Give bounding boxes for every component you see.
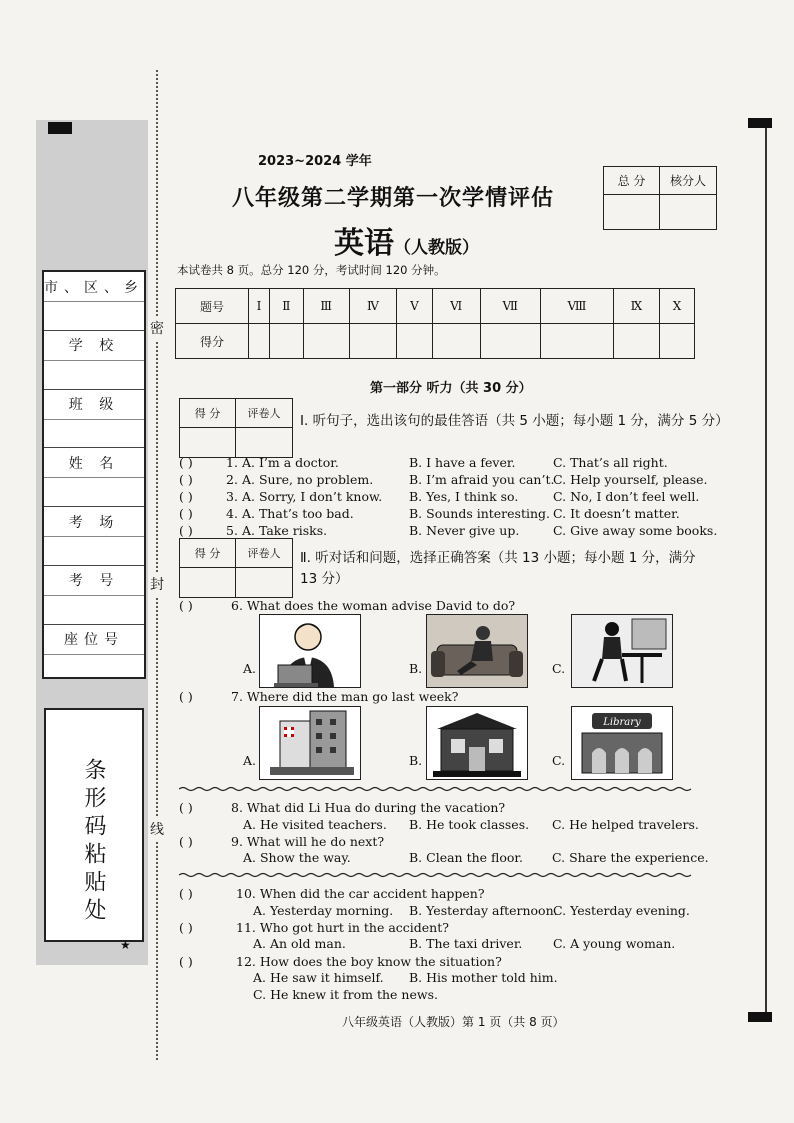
exam-title: 八年级第二学期第一次学情评估	[232, 185, 555, 211]
part-title: 第一部分 听力（共 30 分）	[370, 381, 532, 396]
grader-cell[interactable]	[236, 428, 292, 457]
grader-label: 评卷人	[236, 399, 292, 428]
option-c[interactable]: C. No, I don’t feel well.	[553, 489, 700, 504]
info-row-class	[44, 390, 144, 449]
answer-blank[interactable]: ( )	[179, 689, 193, 704]
question-number: 4.	[226, 506, 238, 521]
question-text: 10. When did the car accident happen?	[236, 886, 485, 901]
section-score-box	[179, 538, 293, 598]
wave-divider	[179, 872, 694, 878]
student-info-box	[42, 270, 146, 679]
section-score-box	[179, 398, 293, 458]
total-score-box	[603, 166, 717, 230]
option-label: B.	[409, 661, 423, 676]
column-header: Ⅷ	[540, 289, 613, 324]
score-cell[interactable]	[432, 324, 480, 359]
column-header: Ⅹ	[659, 289, 694, 324]
question-text: 11. Who got hurt in the accident?	[236, 920, 449, 935]
score-cell[interactable]	[349, 324, 397, 359]
option-label: B.	[409, 753, 423, 768]
question-text: 9. What will he do next?	[231, 834, 385, 849]
info-row-exam-number	[44, 566, 144, 625]
question-number: 1.	[226, 455, 238, 470]
school-year: 2023~2024 学年	[258, 154, 372, 169]
section-title-cont: 13 分）	[300, 571, 349, 587]
library-sign-text: Library	[603, 717, 641, 728]
seal-char: 封	[150, 572, 164, 596]
option-a[interactable]: A. Show the way.	[243, 850, 351, 865]
option-b[interactable]: B. I have a fever.	[409, 455, 516, 470]
option-c[interactable]: C. Give away some books.	[553, 523, 718, 538]
question-text: 6. What does the woman advise David to do?	[231, 598, 516, 613]
answer-blank[interactable]: ( )	[179, 920, 193, 935]
question-number: 3.	[226, 489, 238, 504]
answer-blank[interactable]: ( )	[179, 489, 193, 504]
station-picture	[426, 706, 528, 780]
option-b[interactable]: B. Never give up.	[409, 523, 520, 538]
subject-name: 英语	[334, 226, 394, 261]
column-header: Ⅶ	[480, 289, 540, 324]
score-cell[interactable]	[613, 324, 659, 359]
option-c[interactable]: C. It doesn’t matter.	[553, 506, 680, 521]
score-cell[interactable]	[180, 568, 236, 597]
option-a[interactable]: A. Yesterday morning.	[253, 903, 394, 918]
hospital-picture	[259, 706, 361, 780]
score-cell[interactable]	[659, 324, 694, 359]
answer-blank[interactable]: ( )	[179, 455, 193, 470]
answer-blank[interactable]: ( )	[179, 523, 193, 538]
option-b[interactable]: B. I’m afraid you can’t.	[409, 472, 555, 487]
option-label: A.	[243, 753, 257, 768]
cafe-picture	[571, 614, 673, 688]
option-c[interactable]: C. Yesterday evening.	[553, 903, 690, 918]
option-a[interactable]: A. He saw it himself.	[253, 970, 384, 985]
option-b[interactable]: B. Yesterday afternoon.	[409, 903, 558, 918]
column-header: Ⅰ	[249, 289, 270, 324]
answer-blank[interactable]: ( )	[179, 834, 193, 849]
wave-divider	[179, 786, 694, 792]
option-a[interactable]: A. Take risks.	[242, 523, 328, 538]
grader-label: 评卷人	[236, 539, 292, 568]
option-c[interactable]: C. A young woman.	[553, 936, 676, 951]
option-label: A.	[243, 661, 257, 676]
page-marker	[748, 118, 772, 128]
section-title: Ⅰ. 听句子，选出该句的最佳答语（共 5 小题；每小题 1 分，满分 5 分）	[300, 413, 729, 429]
score-cell[interactable]	[540, 324, 613, 359]
field-label: 学 校	[44, 331, 144, 361]
score-cell[interactable]	[249, 324, 270, 359]
barcode-area	[44, 708, 144, 942]
option-b[interactable]: B. The taxi driver.	[409, 936, 523, 951]
column-header: Ⅳ	[349, 289, 397, 324]
option-c[interactable]: C. That’s all right.	[553, 455, 668, 470]
info-row-seat	[44, 625, 144, 683]
seal-line	[156, 70, 158, 1060]
star-icon: ★	[120, 938, 131, 952]
section-title: Ⅱ. 听对话和问题，选择正确答案（共 13 小题；每小题 1 分，满分	[300, 550, 696, 566]
answer-blank[interactable]: ( )	[179, 954, 193, 969]
option-c[interactable]: C. Share the experience.	[552, 850, 709, 865]
question-number: 2.	[226, 472, 238, 487]
page-marker	[748, 1012, 772, 1022]
total-score-cell[interactable]	[604, 195, 660, 229]
grader-cell[interactable]	[236, 568, 292, 597]
option-a[interactable]: A. He visited teachers.	[243, 817, 387, 832]
score-label: 得 分	[180, 539, 236, 568]
binding-marker	[48, 122, 72, 134]
option-c[interactable]: C. He knew it from the news.	[253, 987, 438, 1002]
score-label: 得 分	[180, 399, 236, 428]
field-label: 考 号	[44, 566, 144, 596]
option-b[interactable]: B. His mother told him.	[409, 970, 558, 985]
option-b[interactable]: B. Clean the floor.	[409, 850, 523, 865]
answer-blank[interactable]: ( )	[179, 472, 193, 487]
option-c[interactable]: C. Help yourself, please.	[553, 472, 708, 487]
column-header: Ⅴ	[397, 289, 432, 324]
column-header: Ⅵ	[432, 289, 480, 324]
option-label: C.	[552, 661, 566, 676]
option-a[interactable]: A. Sure, no problem.	[242, 472, 374, 487]
column-header: Ⅲ	[303, 289, 349, 324]
option-b[interactable]: B. He took classes.	[409, 817, 530, 832]
column-header: Ⅱ	[270, 289, 304, 324]
question-text: 12. How does the boy know the situation?	[236, 954, 502, 969]
score-cell[interactable]	[180, 428, 236, 457]
row-label: 题号	[176, 289, 249, 324]
score-cell[interactable]	[303, 324, 349, 359]
option-b[interactable]: B. Sounds interesting.	[409, 506, 551, 521]
exam-intro: 本试卷共 8 页。总分 120 分，考试时间 120 分钟。	[177, 263, 446, 277]
option-a[interactable]: A. That’s too bad.	[242, 506, 354, 521]
answer-blank[interactable]: ( )	[179, 598, 193, 613]
score-cell[interactable]	[480, 324, 540, 359]
answer-blank[interactable]: ( )	[179, 886, 193, 901]
option-a[interactable]: A. An old man.	[253, 936, 346, 951]
info-row-exam-room	[44, 507, 144, 566]
field-label: 班 级	[44, 390, 144, 420]
question-text: 8. What did Li Hua do during the vacation?	[231, 800, 506, 815]
grade-table	[175, 288, 695, 359]
answer-blank[interactable]: ( )	[179, 506, 193, 521]
field-label: 座位号	[44, 625, 144, 655]
field-label: 市、区、乡	[44, 272, 144, 302]
field-label: 姓 名	[44, 448, 144, 478]
option-b[interactable]: B. Yes, I think so.	[409, 489, 519, 504]
seal-char: 线	[150, 817, 164, 841]
column-header: Ⅸ	[613, 289, 659, 324]
total-score-label: 总 分	[604, 167, 660, 195]
edition: （人教版）	[394, 238, 479, 258]
laptop-man-picture	[259, 614, 361, 688]
info-row-school	[44, 331, 144, 390]
checker-cell[interactable]	[660, 195, 716, 229]
info-row-district	[44, 272, 144, 331]
seal-char: 密	[150, 316, 164, 340]
question-number: 5.	[226, 523, 238, 538]
score-cell[interactable]	[397, 324, 432, 359]
answer-blank[interactable]: ( )	[179, 800, 193, 815]
option-label: C.	[552, 753, 566, 768]
field-label: 考 场	[44, 507, 144, 537]
question-text: 7. Where did the man go last week?	[231, 689, 459, 704]
barcode-label: 条形码粘贴处	[81, 758, 106, 926]
option-a[interactable]: A. Sorry, I don’t know.	[242, 489, 383, 504]
score-cell[interactable]	[270, 324, 304, 359]
subject-title	[334, 218, 479, 262]
sofa-picture	[426, 614, 528, 688]
option-c[interactable]: C. He helped travelers.	[552, 817, 699, 832]
option-a[interactable]: A. I’m a doctor.	[242, 455, 339, 470]
info-row-name	[44, 448, 144, 507]
page-border-line	[765, 120, 767, 1020]
checker-label: 核分人	[660, 167, 716, 195]
library-picture	[571, 706, 673, 780]
page-footer: 八年级英语（人教版）第 1 页（共 8 页）	[342, 1015, 565, 1029]
row-label: 得分	[176, 324, 249, 359]
